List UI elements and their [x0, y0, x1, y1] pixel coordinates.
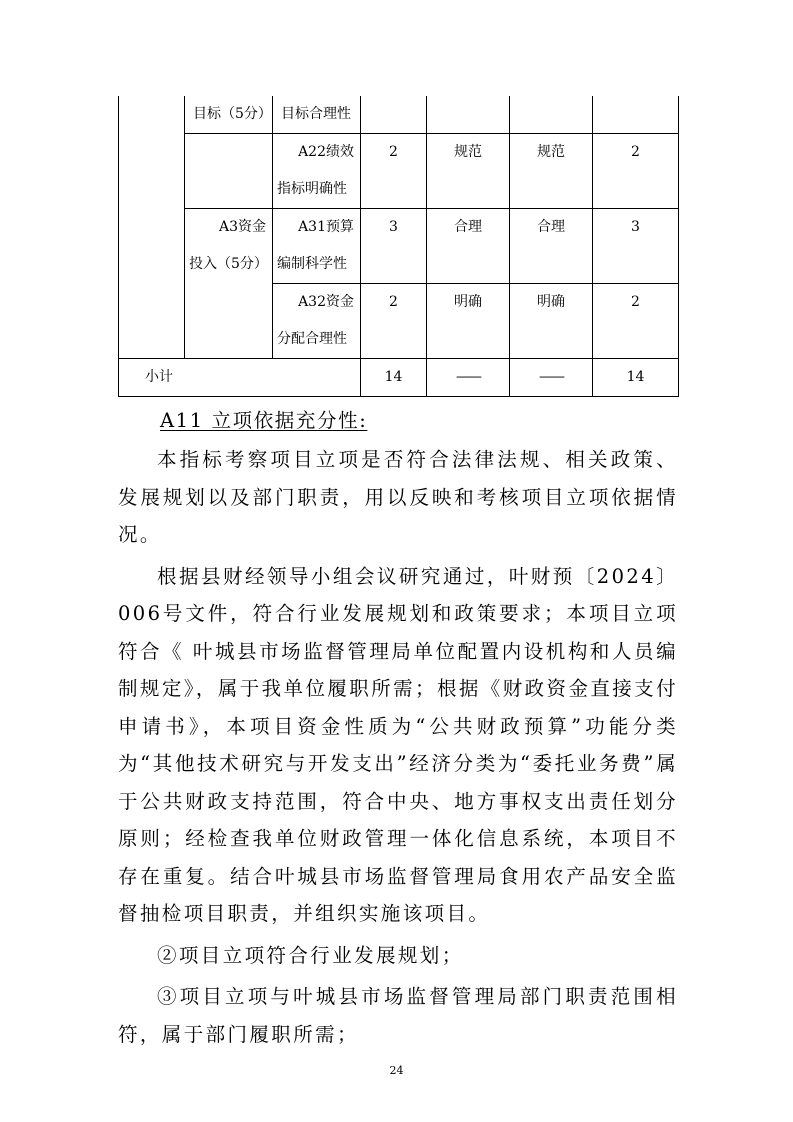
standard-value: 合理	[427, 209, 510, 284]
subtotal-label: 小计	[119, 359, 361, 397]
section-heading: A11 立项依据充分性:	[160, 409, 368, 432]
table-row	[119, 96, 679, 134]
score-table	[118, 96, 679, 397]
body-text	[118, 441, 678, 1053]
indicator-name: 编制科学性	[277, 256, 347, 272]
subtotal-standard: ——	[427, 359, 510, 397]
indicator-name: 分配合理性	[277, 331, 347, 347]
score-cell	[593, 96, 679, 134]
score-value: 2	[593, 284, 679, 359]
paragraph-intro: 本指标考察项目立项是否符合法律法规、相关政策、发展规划以及部门职责，用以反映和考核项目立项依据情况。	[118, 448, 678, 546]
standard-value: 规范	[427, 134, 510, 209]
tertiary-indicator-label: 目标合理性	[281, 106, 351, 122]
paragraph-item-3: ③项目立项与叶城县市场监督管理局部门职责范围相符，属于部门履职所需；	[118, 985, 678, 1046]
indicator-code: A22绩效	[298, 144, 354, 160]
first-level-cell	[119, 96, 185, 359]
tertiary-indicator-cell	[273, 284, 361, 359]
subtotal-row	[119, 359, 679, 397]
secondary-indicator-label: 目标（5分）	[193, 106, 272, 122]
full-score-value: 2	[361, 134, 427, 209]
score-value: 2	[593, 134, 679, 209]
score-value: 3	[593, 209, 679, 284]
result-cell	[510, 96, 593, 134]
indicator-name: 指标明确性	[277, 181, 347, 197]
result-value: 明确	[510, 284, 593, 359]
indicator-code: A3资金	[218, 219, 266, 235]
full-score-cell	[361, 96, 427, 134]
result-value: 规范	[510, 134, 593, 209]
page-number: 24	[389, 1064, 404, 1077]
paragraph-item-2: ②项目立项符合行业发展规划；	[157, 943, 464, 967]
secondary-indicator-cell	[185, 96, 273, 134]
result-value: 合理	[510, 209, 593, 284]
full-score-value: 2	[361, 284, 427, 359]
indicator-code: A31预算	[298, 219, 354, 235]
secondary-indicator-cell	[185, 134, 273, 209]
standard-value: 明确	[427, 284, 510, 359]
subtotal-score: 14	[593, 359, 679, 397]
standard-cell	[427, 96, 510, 134]
indicator-name: 投入（5分）	[189, 256, 268, 272]
indicator-code: A32资金	[298, 294, 354, 310]
secondary-indicator-cell	[185, 209, 273, 359]
subtotal-full-score: 14	[361, 359, 427, 397]
table-row	[119, 134, 679, 209]
tertiary-indicator-cell	[273, 134, 361, 209]
full-score-value: 3	[361, 209, 427, 284]
tertiary-indicator-cell	[273, 209, 361, 284]
paragraph-basis: 根据县财经领导小组会议研究通过，叶财预〔2024〕006号文件，符合行业发展规划和政策要求；本项目立项符合《 叶城县市场监督管理局单位配置内设机构和人员编制规定》，属于我单位履职所需；根据《财政资金直接支付申请书》，本项目资金性质为“公共财政预算”功能分类为“其他技术研究与开发支出”经济分类为“委托业务费”属于公共财政支持范围，符合中央、地方事权支出责任划分原则；经检查我单位财政管理一体化信息系统，本项目不存在重复。结合叶城县市场监督管理局食用农产品安全监督抽检项目职责，并组织实施该项目。	[118, 564, 678, 925]
tertiary-indicator-cell	[273, 96, 361, 134]
subtotal-result: ——	[510, 359, 593, 397]
table-row	[119, 209, 679, 284]
